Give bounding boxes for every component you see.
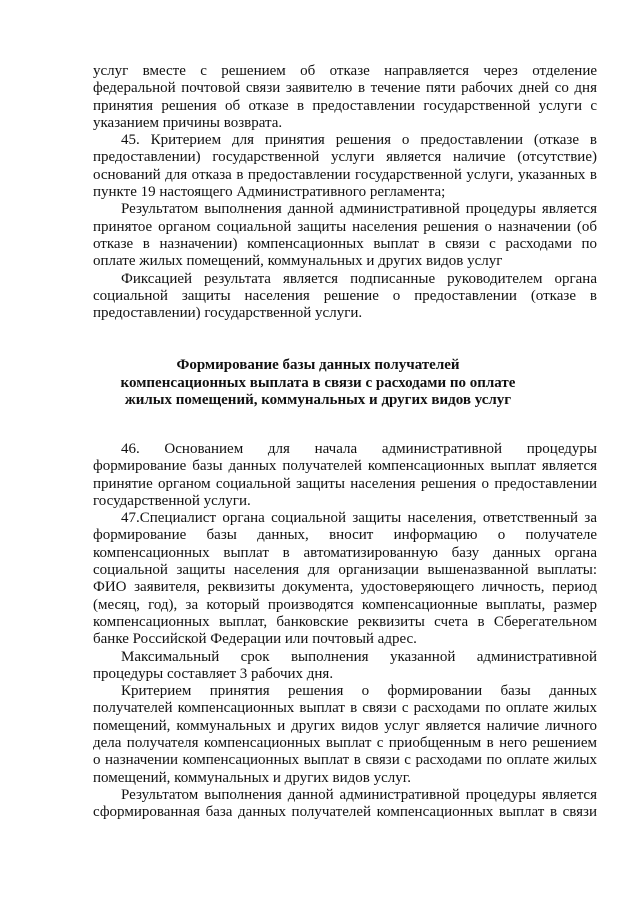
text-line: принятое органом социальной защиты населения решения о назначении (об xyxy=(93,218,597,235)
section-title-line: компенсационных выплата в связи с расходами по оплате xyxy=(120,374,516,391)
text-line: услуг вместе с решением об отказе направляется через отделение xyxy=(93,63,597,79)
section-heading xyxy=(93,357,543,410)
text-line: формирование базы данных получателей компенсационных выплат является xyxy=(93,458,597,475)
paragraph xyxy=(93,201,597,270)
paragraph xyxy=(93,649,597,684)
section-database-formation xyxy=(93,441,597,822)
text-line: дела получателя компенсационных выплат с приобщенным в него решением xyxy=(93,735,597,752)
text-line: помещений, коммунальных и других видов услуг является наличие личного xyxy=(93,717,597,734)
text-line: ФИО заявителя, реквизиты документа, удостоверяющего личность, период xyxy=(93,579,597,596)
text-line: Фиксацией результата является подписанные руководителем органа xyxy=(121,270,597,287)
text-line: 47.Специалист органа социальной защиты населения, ответственный за xyxy=(121,510,597,527)
paragraph xyxy=(93,271,597,323)
text-line: предоставлении) государственной услуги. xyxy=(93,305,363,322)
text-line: (месяц, год), за который производятся компенсационные выплаты, размер xyxy=(93,596,597,613)
text-line: 45. Критерием для принятия решения о предоставлении (отказе в xyxy=(121,132,597,149)
text-line: компенсационных выплат, банковские реквизиты счета в Сберегательном xyxy=(93,613,597,630)
text-line: оснований для отказа в предоставлении государственной услуги, указанных в xyxy=(93,166,597,183)
text-line: процедуры составляет 3 рабочих дня. xyxy=(93,665,334,682)
text-line: Критерием принятия решения о формировании базы данных xyxy=(121,683,597,700)
text-line: принятия решения об отказе в предоставлении государственной услуги с xyxy=(93,97,597,114)
text-line: оплате жилых помещений, коммунальных и других видов услуг xyxy=(93,253,503,270)
paragraph xyxy=(93,63,597,132)
text-line: Результатом выполнения данной административной процедуры является xyxy=(121,786,597,803)
text-line: о назначении компенсационных выплат в связи с расходами по оплате жилых xyxy=(93,752,597,769)
text-line: пункте 19 настоящего Административного регламента; xyxy=(93,184,446,201)
text-line: отказе в назначении) компенсационных выплат в связи с расходами по xyxy=(93,235,597,252)
paragraph xyxy=(93,683,597,787)
text-line: принятие органом социальной защиты населения решения о предоставлении xyxy=(93,475,597,492)
text-line: предоставлении) государственной услуги является наличие (отсутствие) xyxy=(93,149,597,166)
section-title-line: жилых помещений, коммунальных и других видов услуг xyxy=(124,392,512,408)
text-line: банке Российской Федерации или почтовый адрес. xyxy=(93,631,417,648)
text-line: указанием причины возврата. xyxy=(93,114,283,131)
text-line: федеральной почтовой связи заявителю в течение пяти рабочих дней со дня xyxy=(93,80,597,97)
section-title-line: Формирование базы данных получателей xyxy=(176,357,460,373)
text-line: формирование базы данных, вносит информацию о получателе xyxy=(93,527,597,544)
text-line: социальной защиты населения решение о предоставлении (отказе в xyxy=(93,287,597,304)
section-procedure-result xyxy=(93,63,597,322)
text-line: 46. Основанием для начала административной процедуры xyxy=(121,441,597,457)
text-line: помещений, коммунальных и других видов услуг. xyxy=(93,769,411,786)
text-line: сформированная база данных получателей компенсационных выплат в связи xyxy=(93,804,597,821)
text-line: социальной защиты населения для организации вышеназванной выплаты: xyxy=(93,562,597,579)
text-line: получателей компенсационных выплат в связи с расходами по оплате жилых xyxy=(93,700,597,717)
text-line: Максимальный срок выполнения указанной административной xyxy=(121,648,597,665)
paragraph xyxy=(93,441,597,510)
text-line: компенсационных выплат в автоматизированную базу данных органа xyxy=(93,544,597,561)
paragraph xyxy=(93,787,597,822)
paragraph xyxy=(93,132,597,201)
text-line: государственной услуги. xyxy=(93,492,251,509)
paragraph xyxy=(93,510,597,648)
text-line: Результатом выполнения данной административной процедуры является xyxy=(121,201,597,218)
